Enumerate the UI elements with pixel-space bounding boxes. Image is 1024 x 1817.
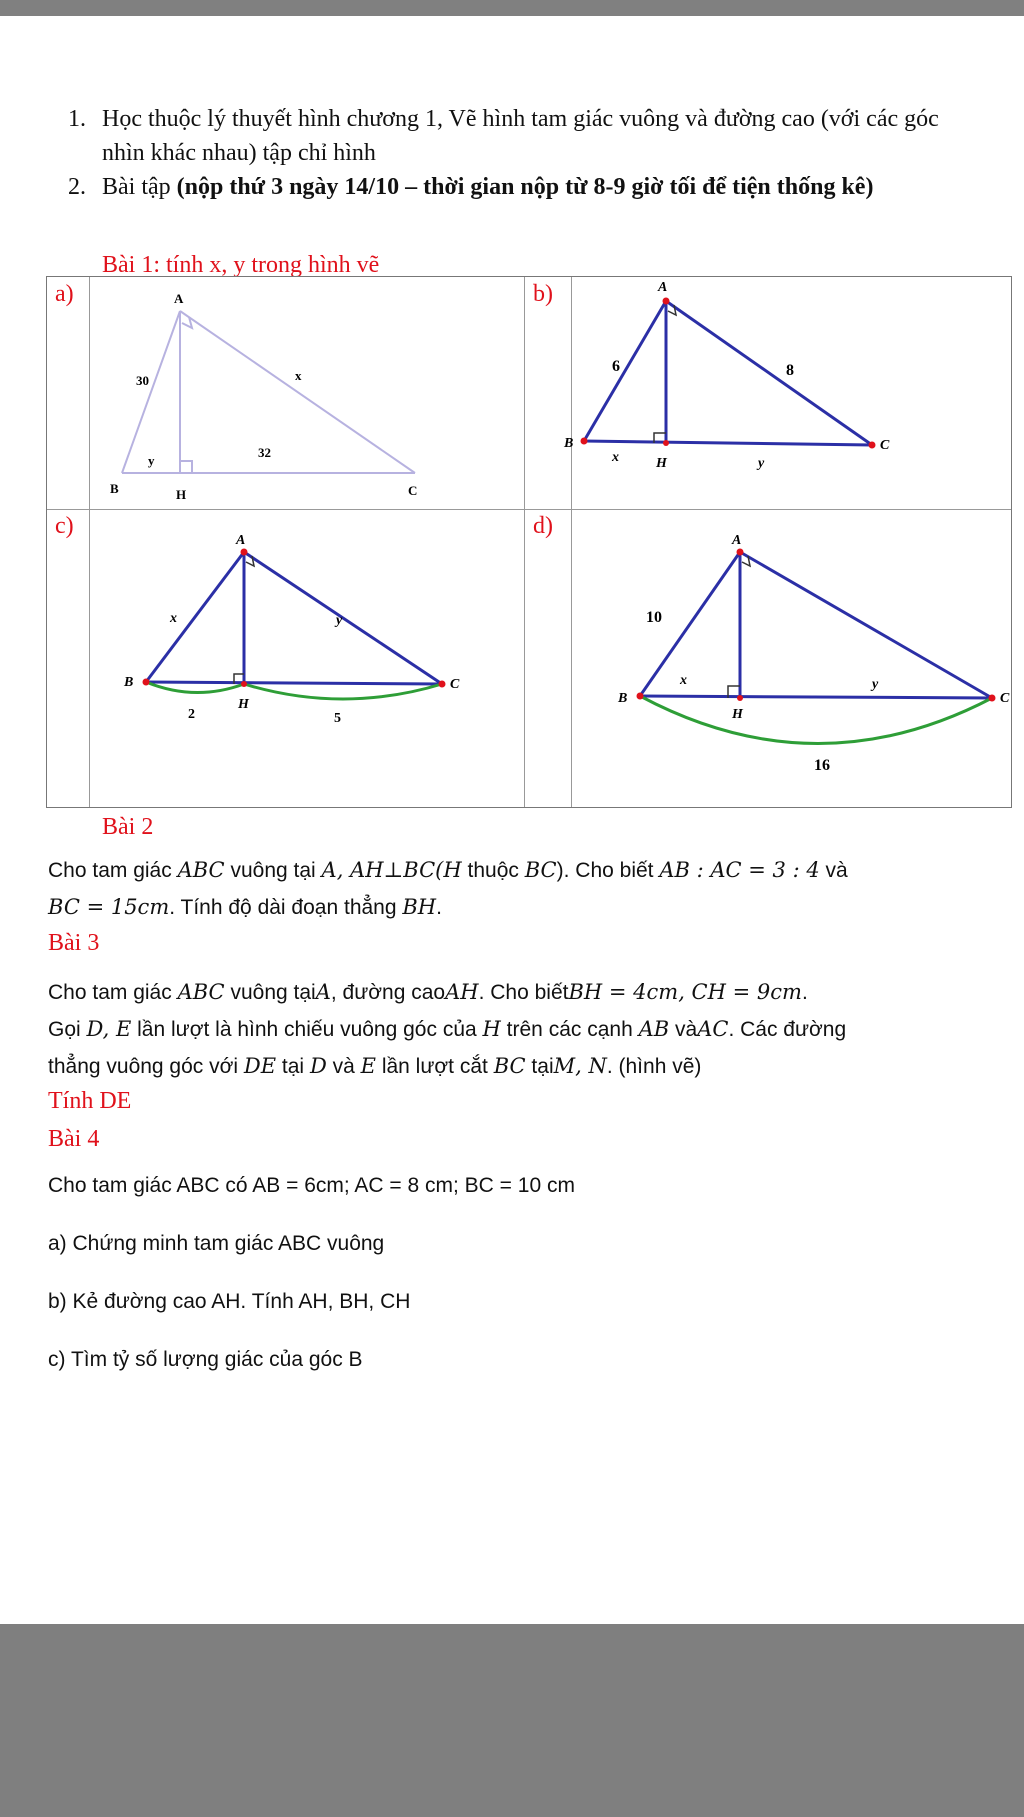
label-hc: y xyxy=(758,456,765,471)
label-hc: y xyxy=(872,677,879,692)
list-text xyxy=(102,170,982,204)
math-run: D xyxy=(309,1054,327,1078)
right-angle-mark-a xyxy=(742,556,750,566)
math-run: AB xyxy=(638,1017,670,1041)
text-run: và xyxy=(326,1055,361,1078)
segment-ac xyxy=(180,311,415,473)
text-run: thẳng vuông góc với xyxy=(48,1055,244,1078)
math-run: BC xyxy=(524,858,557,882)
math-run: BC xyxy=(493,1054,526,1078)
label-bh: 2 xyxy=(188,707,195,722)
label-ab: 6 xyxy=(612,358,620,375)
point-c xyxy=(869,442,876,449)
vertex-c: C xyxy=(1000,691,1010,706)
figure-d xyxy=(572,510,1012,808)
top-bar xyxy=(0,0,1024,16)
label-hc: 5 xyxy=(334,711,341,726)
bai4-line1: Cho tam giác ABC có AB = 6cm; AC = 8 cm; BC = 10 cm xyxy=(48,1174,575,1197)
math-run: A, AH⊥BC( xyxy=(321,858,444,882)
text-run: và xyxy=(669,1018,698,1041)
math-run: AC xyxy=(697,1017,729,1041)
text-run: . xyxy=(801,981,808,1004)
text-run: trên các cạnh xyxy=(500,1018,639,1041)
text-run: . Các đường xyxy=(728,1018,847,1041)
vertex-h: H xyxy=(238,697,249,712)
point-b xyxy=(143,679,150,686)
label-ab: x xyxy=(170,611,177,626)
figure-a-label: a) xyxy=(55,281,74,307)
math-run: BC = 15cm xyxy=(48,895,170,919)
vertex-a: A xyxy=(732,533,742,548)
point-c xyxy=(439,681,446,688)
right-angle-mark-h xyxy=(180,461,192,473)
text-run: . Tính độ dài đoạn thẳng xyxy=(169,896,403,919)
label-ab: 30 xyxy=(136,373,149,388)
math-run: A xyxy=(315,980,331,1004)
bai2-title: Bài 2 xyxy=(102,814,154,840)
math-run: M, N xyxy=(553,1054,607,1078)
segment-ac xyxy=(244,552,442,684)
text-run: tại xyxy=(525,1055,554,1078)
point-a xyxy=(737,549,744,556)
text-run: , đường cao xyxy=(330,981,446,1004)
list-text-prefix: Bài tập xyxy=(102,174,177,200)
list-number: 1. xyxy=(68,106,86,132)
document-page xyxy=(0,16,1024,1624)
text-run: tại xyxy=(276,1055,310,1078)
text-run: thuộc xyxy=(461,859,525,882)
bai2-text xyxy=(48,852,988,926)
math-run: AH xyxy=(445,980,479,1004)
text-run: . xyxy=(436,896,442,919)
math-run: ABC xyxy=(177,980,225,1004)
segment-ab xyxy=(146,552,244,682)
grid-divider xyxy=(524,277,525,807)
text-run: Cho tam giác xyxy=(48,981,178,1004)
math-run: AB : AC = 3 : 4 xyxy=(659,858,820,882)
segment-ac xyxy=(740,552,992,698)
vertex-h: H xyxy=(656,456,667,471)
math-run: DE xyxy=(243,1054,277,1078)
math-run: H xyxy=(482,1017,501,1041)
vertex-h: H xyxy=(732,707,743,722)
point-a xyxy=(241,549,248,556)
point-h xyxy=(737,695,743,701)
vertex-b: B xyxy=(564,436,574,451)
math-run: ABC xyxy=(177,858,225,882)
bai3-title: Bài 3 xyxy=(48,930,100,956)
text-run: Cho tam giác xyxy=(48,859,178,882)
list-text: Học thuộc lý thuyết hình chương 1, Vẽ hình tam giác vuông và đường cao (với các góc nhìn khác nhau) tập chỉ hình xyxy=(102,106,939,166)
figure-a xyxy=(90,277,523,509)
point-a xyxy=(663,298,670,305)
figure-b-label: b) xyxy=(533,281,553,307)
vertex-b: B xyxy=(110,481,119,496)
text-run: Gọi xyxy=(48,1018,87,1041)
point-h xyxy=(663,440,669,446)
vertex-a: A xyxy=(174,291,184,306)
text-run: . Cho biết xyxy=(478,981,569,1004)
segment-bc xyxy=(640,696,992,698)
label-ac: y xyxy=(336,613,343,628)
text-run: lần lượt cắt xyxy=(375,1055,494,1078)
arc-bc xyxy=(640,696,992,744)
segment-bc xyxy=(584,441,872,445)
figure-d-label: d) xyxy=(533,513,553,539)
vertex-b: B xyxy=(618,691,628,706)
point-c xyxy=(989,695,996,702)
vertex-c: C xyxy=(408,483,418,498)
vertex-a: A xyxy=(236,533,246,548)
arc-hc xyxy=(244,684,442,699)
point-h xyxy=(241,681,247,687)
bai4-a: a) Chứng minh tam giác ABC vuông xyxy=(48,1232,385,1255)
bai3-text xyxy=(48,974,988,1085)
text-run: ). Cho biết xyxy=(556,859,660,882)
bai4-b: b) Kẻ đường cao AH. Tính AH, BH, CH xyxy=(48,1290,411,1313)
bottom-area xyxy=(0,1624,1024,1817)
bai3-tinh: Tính DE xyxy=(48,1088,132,1114)
figure-c xyxy=(90,510,523,808)
math-run: BH = 4cm, CH = 9cm xyxy=(568,980,802,1004)
text-run: và xyxy=(819,859,848,882)
text-run: lần lượt là hình chiếu vuông góc của xyxy=(131,1018,483,1041)
figure-b xyxy=(564,277,1012,509)
math-run: H xyxy=(443,858,462,882)
label-bh: x xyxy=(680,673,687,688)
point-b xyxy=(581,438,588,445)
list-text-bold: (nộp thứ 3 ngày 14/10 – thời gian nộp từ 8-9 giờ tối để tiện thống kê) xyxy=(176,174,874,200)
text-run: vuông tại xyxy=(224,981,316,1004)
math-run: BH xyxy=(402,895,437,919)
bai4-title: Bài 4 xyxy=(48,1126,100,1152)
vertex-c: C xyxy=(880,438,890,453)
bai1-title: Bài 1: tính x, y trong hình vẽ xyxy=(102,252,380,278)
math-run: E xyxy=(360,1054,376,1078)
bai4-c: c) Tìm tỷ số lượng giác của góc B xyxy=(48,1348,363,1371)
vertex-a: A xyxy=(658,280,668,295)
label-ac: x xyxy=(295,368,302,383)
label-bh: x xyxy=(612,450,619,465)
text-run: . (hình vẽ) xyxy=(606,1055,702,1078)
figure-c-label: c) xyxy=(55,513,74,539)
vertex-b: B xyxy=(124,675,134,690)
math-run: D, E xyxy=(86,1017,132,1041)
point-b xyxy=(637,693,644,700)
label-hc: 32 xyxy=(258,445,271,460)
label-bc: 16 xyxy=(814,757,830,774)
segment-ab xyxy=(584,301,666,441)
label-ab: 10 xyxy=(646,609,662,626)
vertex-c: C xyxy=(450,677,460,692)
label-ac: 8 xyxy=(786,362,794,379)
label-bh: y xyxy=(148,453,155,468)
segment-bc xyxy=(146,682,442,684)
figure-grid xyxy=(46,276,1012,808)
segment-ac xyxy=(666,301,872,445)
segment-ab xyxy=(122,311,180,473)
list-number: 2. xyxy=(68,174,86,200)
vertex-h: H xyxy=(176,487,187,502)
text-run: vuông tại xyxy=(224,859,322,882)
